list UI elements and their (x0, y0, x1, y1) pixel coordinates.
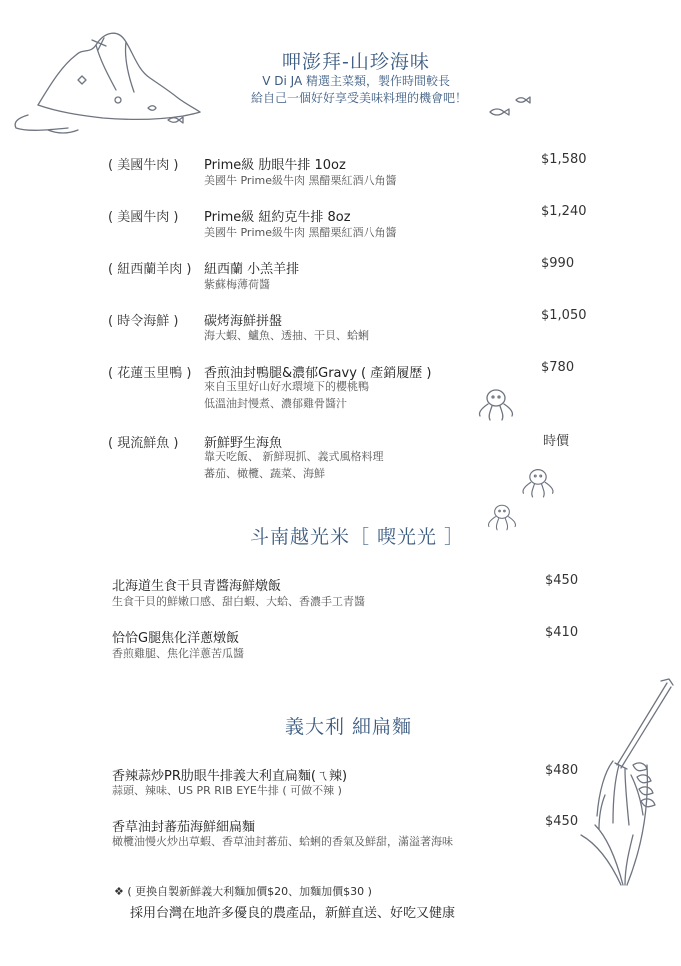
item-desc: 紫蘇梅薄荷醬 (204, 278, 270, 291)
item-desc: 來自玉里好山好水環境下的櫻桃鴨 (204, 380, 369, 393)
item-price: $480 (545, 763, 579, 778)
item-desc: 橄欖油慢火炒出草蝦、香草油封蕃茄、蛤蜊的香氣及鮮甜，滿溢著海味 (112, 835, 453, 848)
footer-note-1-text: ( 更換自製新鮮義大利麵加價$20、加麵加價$30 ) (127, 885, 372, 898)
item-name: Prime級 紐約克牛排 8oz (204, 210, 351, 225)
item-name: 碳烤海鮮拼盤 (204, 314, 283, 329)
item-desc: 美國牛 Prime級牛肉 黑醋栗紅酒八角醬 (204, 174, 397, 187)
bullet-icon: ❖ (114, 885, 124, 898)
item-price: $410 (545, 625, 579, 640)
footer-note-1 (114, 883, 372, 899)
item-name: 北海道生食干貝青醬海鮮燉飯 (112, 579, 282, 594)
item-category: ( 現流鮮魚 ) (108, 436, 179, 451)
octopus-icon (484, 502, 520, 538)
item-price: $1,240 (541, 204, 587, 219)
item-category: ( 美國牛肉 ) (108, 210, 179, 225)
rice-section-title: 斗南越光米［ 喫光光 ］ (250, 526, 465, 548)
fish-icon (486, 90, 536, 120)
item-category: ( 花蓮玉里鴨 ) (108, 366, 192, 381)
item-name: 香煎油封鴨腿&濃郁Gravy ( 產銷履歷 ) (204, 366, 432, 381)
item-price: $1,580 (541, 152, 587, 167)
item-desc: 蕃茄、橄欖、蔬菜、海鮮 (204, 467, 325, 480)
subtitle-line-2: 給自己一個好好享受美味料理的機會吧！ (250, 91, 467, 105)
page-title: 呷澎拜-山珍海味 (282, 51, 430, 73)
item-desc: 生食干貝的鮮嫩口感、甜白蝦、大蛤、香濃手工青醬 (112, 595, 365, 608)
broom-wheat-icon (575, 675, 675, 890)
footer-note-2: 採用台灣在地許多優良的農產品，新鮮直送、好吃又健康 (130, 906, 456, 921)
item-desc: 香煎雞腿、焦化洋蔥苦瓜醬 (112, 647, 244, 660)
item-desc: 低溫油封慢煮、濃郁雞骨醬汁 (204, 397, 347, 410)
octopus-icon (518, 466, 558, 506)
item-name: 紐西蘭 小羔羊排 (204, 262, 300, 277)
item-price: $990 (541, 256, 575, 271)
item-name: 新鮮野生海魚 (204, 436, 283, 451)
item-category: ( 時令海鮮 ) (108, 314, 179, 329)
item-name: Prime級 肋眼牛排 10oz (204, 158, 346, 173)
octopus-icon (474, 386, 518, 430)
mountain-sketch-icon (8, 20, 208, 150)
item-desc: 靠天吃飯、 新鮮現抓、義式風格料理 (204, 450, 384, 463)
item-desc: 蒜頭、辣味、US PR RIB EYE牛排 ( 可做不辣 ) (112, 784, 342, 797)
item-name: 恰恰G腿焦化洋蔥燉飯 (112, 631, 240, 646)
item-category: ( 美國牛肉 ) (108, 158, 179, 173)
item-price: $1,050 (541, 308, 587, 323)
item-desc: 美國牛 Prime級牛肉 黑醋栗紅酒八角醬 (204, 226, 397, 239)
pasta-section-title: 義大利 細扁麵 (285, 716, 413, 738)
item-name: 香辣蒜炒PR肋眼牛排義大利直扁麵(ㄟ辣) (112, 769, 348, 784)
item-price: 時價 (543, 434, 570, 449)
item-price: $450 (545, 814, 579, 829)
item-price: $780 (541, 360, 575, 375)
subtitle-line-1: V Di JA 精選主菜類，製作時間較長 (262, 74, 450, 88)
item-desc: 海大蝦、鱸魚、透抽、干貝、蛤蜊 (204, 329, 369, 342)
item-category: ( 紐西蘭羊肉 ) (108, 262, 192, 277)
item-name: 香草油封蕃茄海鮮細扁麵 (112, 820, 256, 835)
item-price: $450 (545, 573, 579, 588)
